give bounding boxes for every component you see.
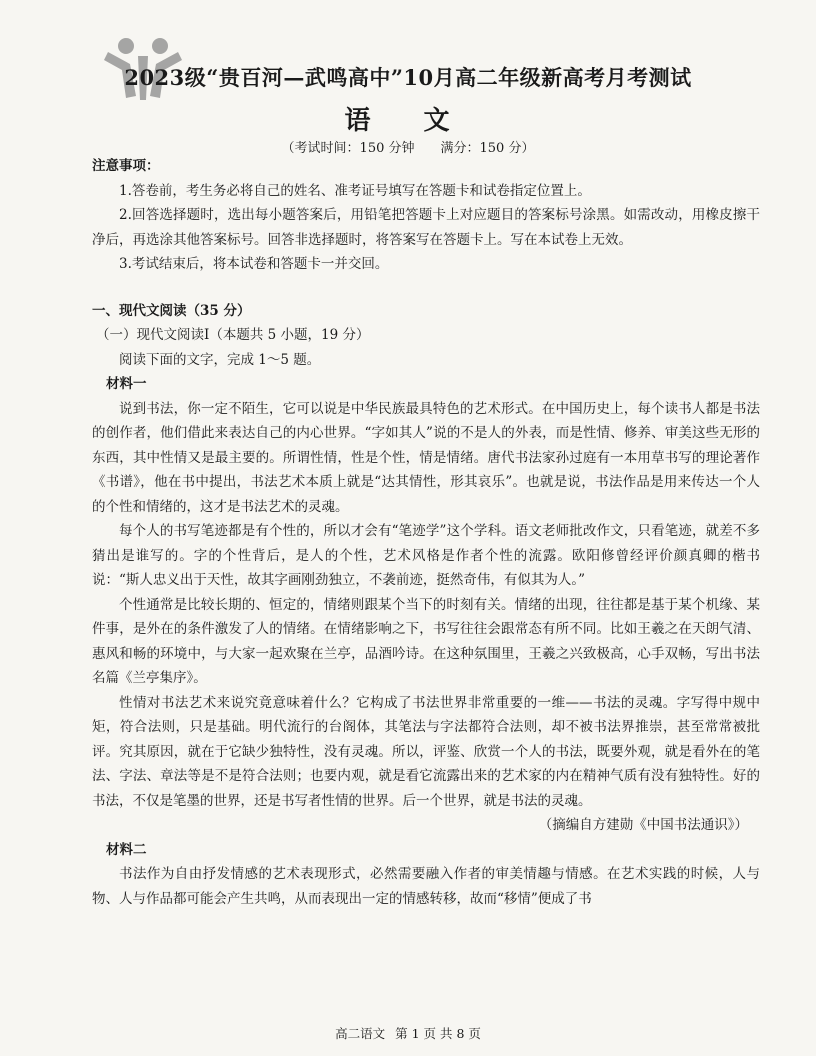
note-item: 2.回答选择题时，选出每小题答案后，用铅笔把答题卡上对应题目的答案标号涂黑。如需改动，用橡皮擦干净后，再选涂其他答案标号。回答非选择题时，将答案写在答题卡上。写在本试卷上无效。 <box>92 207 760 248</box>
material-heading: 材料一 <box>106 376 147 392</box>
subject-title: 语 文 <box>344 106 472 136</box>
footer-page-number: 第 1 页 共 8 页 <box>395 1026 481 1041</box>
exam-content <box>92 154 760 911</box>
note-item: 1.答卷前，考生务必将自己的姓名、准考证号填写在答题卡和试卷指定位置上。 <box>119 182 591 199</box>
material-heading: 材料二 <box>106 841 147 858</box>
section-subheading: （一）现代文阅读Ⅰ（本题共 5 小题，19 分） <box>96 327 370 343</box>
material-paragraph: 说到书法，你一定不陌生，它可以说是中华民族最具特色的艺术形式。在中国历史上，每个读书人都是书法的创作者，他们借此来表达自己的内心世界。“字如其人”说的不是人的外表，而是性情、修养、审美这些无形的东西，其中性情又是最主要的。所谓性情，性是个性，情是情绪。唐代书法家孙过庭有一本用草书写的理论著作《书谱》，他在书中提出，书法艺术本质上就是“达其情性，形其哀乐”。也就是说，书法作品是用来传达一个人的个性和情绪的，这才是书法艺术的灵魂。 <box>92 400 760 515</box>
material-source: （摘编自方建勋《中国书法通识》） <box>538 817 748 833</box>
section-heading: 一、现代文阅读（35 分） <box>92 302 251 319</box>
material-paragraph: 每个人的书写笔迹都是有个性的，所以才会有“笔迹学”这个学科。语文老师批改作文，只看笔迹，就差不多猜出是谁写的。字的个性背后，是人的个性，艺术风格是作者个性的流露。欧阳修曾经评价颜真卿的楷书说：“斯人忠义出于天性，故其字画刚劲独立，不袭前迹，挺然奇伟，有似其为人。” <box>92 523 760 588</box>
footer-subject: 高二语文 <box>335 1026 386 1041</box>
notes-title: 注意事项： <box>92 158 160 174</box>
spacer <box>92 277 760 299</box>
page-footer <box>0 1024 816 1042</box>
material-paragraph: 性情对书法艺术来说究竟意味着什么？它构成了书法世界非常重要的一维——书法的灵魂。字写得中规中矩，符合法则，只是基础。明代流行的台阁体，其笔法与字法都符合法则，却不被书法界推崇，甚至常常被批评。究其原因，就在于它缺少独特性，没有灵魂。所以，评鉴、欣赏一个人的书法，既要外观，就是看外在的笔法、字法、章法等是不是符合法则；也要内观，就是看它流露出来的艺术家的内在精神气质有没有独特性。好的书法，不仅是笔墨的世界，还是书写者性情的世界。后一个世界，就是书法的灵魂。 <box>92 694 760 809</box>
section-instruction: 阅读下面的文字，完成 1～5 题。 <box>119 351 321 368</box>
exam-title: 2023级“贵百河—武鸣高中”10月高二年级新高考月考测试 <box>124 65 692 90</box>
note-item: 3.考试结束后，将本试卷和答题卡一并交回。 <box>119 256 389 272</box>
material-paragraph: 个性通常是比较长期的、恒定的，情绪则跟某个当下的时刻有关。情绪的出现，往往都是基于某个机缘、某件事，是外在的条件激发了人的情绪。在情绪影响之下，书写往往会跟常态有所不同。比如王羲之在天朗气清、惠风和畅的环境中，与大家一起欢聚在兰亭，品酒吟诗。在这种氛围里，王羲之兴致极高，心手双畅，写出书法名篇《兰亭集序》。 <box>92 596 760 686</box>
exam-info: （考试时间：150 分钟 满分：150 分） <box>281 141 535 156</box>
material-paragraph: 书法作为自由抒发情感的艺术表现形式，必然需要融入作者的审美情趣与情感。在艺术实践的时候，人与物、人与作品都可能会产生共鸣，从而表现出一定的情感转移，故而“移情”便成了书 <box>92 866 760 907</box>
